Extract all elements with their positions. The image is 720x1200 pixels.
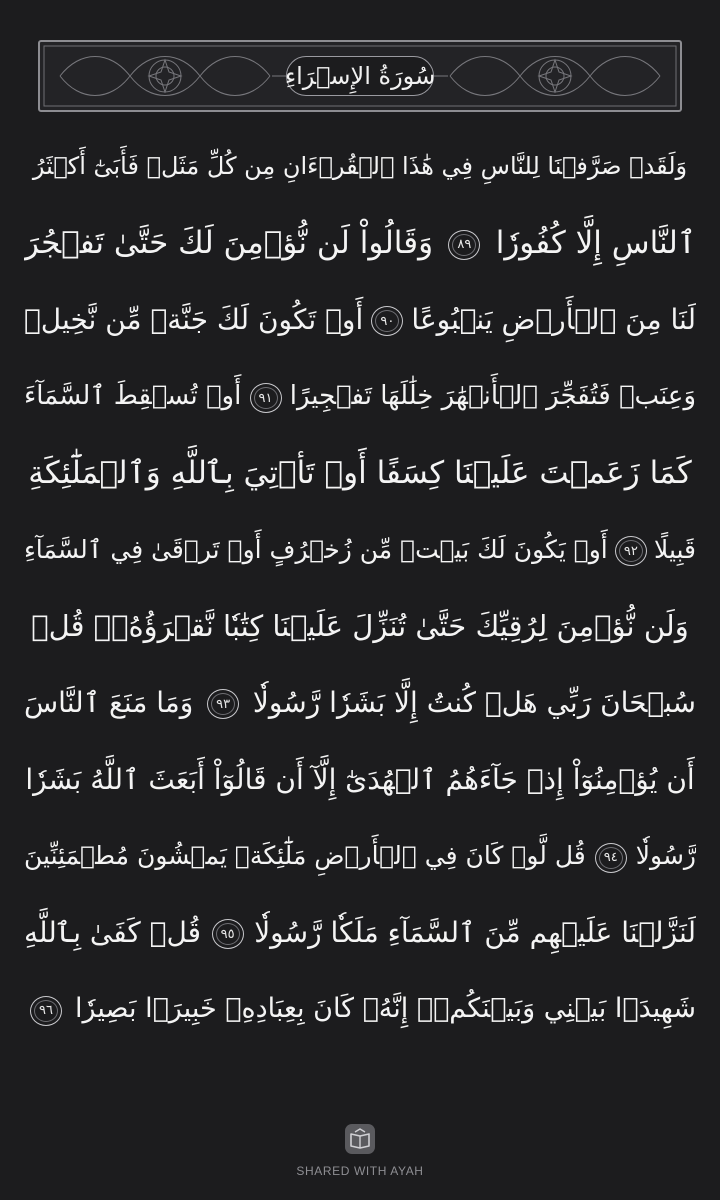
verse-line bbox=[24, 511, 696, 588]
verse-text: وَمَا مَنَعَ ٱلنَّاسَ bbox=[24, 685, 194, 719]
surah-name: سُورَةُ الإِسۡرَاءِ bbox=[284, 62, 436, 90]
verse-text: أَوۡ تَكُونَ لَكَ جَنَّةٞ مِّن نَّخِيلٖ bbox=[24, 302, 364, 336]
verse-text: سُبۡحَانَ رَبِّي هَلۡ كُنتُ إِلَّا بَشَرٗا رَّسُولٗا bbox=[252, 685, 696, 719]
verse-text: وَقَالُواْ لَن نُّؤۡمِنَ لَكَ حَتَّىٰ تَفۡجُرَ bbox=[24, 224, 434, 261]
verse-text: أَوۡ يَكُونَ لَكَ بَيۡتٞ مِّن زُخۡرُفٍ أَوۡ تَرۡقَىٰ فِي ٱلسَّمَآءِ bbox=[24, 534, 608, 564]
verse-text: لَنَا مِنَ ٱلۡأَرۡضِ يَنۢبُوعًا bbox=[411, 302, 696, 336]
verse-text: قُل لَّوۡ كَانَ فِي ٱلۡأَرۡضِ مَلَٰٓئِكَةٞ يَمۡشُونَ مُطۡمَئِنِّينَ bbox=[24, 841, 586, 871]
verse-text: وَلَقَدۡ صَرَّفۡنَا لِلنَّاسِ فِي هَٰذَا ٱلۡقُرۡءَانِ مِن كُلِّ مَثَلٖ فَأَبَىٰٓ أَكۡثَرُ bbox=[32, 152, 688, 181]
ayah-number-marker: ٩٦ bbox=[30, 996, 62, 1026]
verse-line bbox=[24, 434, 696, 511]
verse-line bbox=[24, 664, 696, 741]
verse-line bbox=[24, 588, 696, 665]
ayah-number-marker: ٩٣ bbox=[207, 689, 239, 719]
verse-line bbox=[24, 971, 696, 1048]
shared-with-ayah-label: SHARED WITH AYAH bbox=[296, 1164, 424, 1178]
verse-text: أَن يُؤۡمِنُوٓاْ إِذۡ جَآءَهُمُ ٱلۡهُدَىٰٓ إِلَّآ أَن قَالُوٓاْ أَبَعَثَ ٱللَّهُ بَشَرٗا bbox=[25, 762, 695, 796]
ayah-number-marker: ٨٩ bbox=[448, 230, 480, 260]
ayah-number-marker: ٩٥ bbox=[212, 919, 244, 949]
verse-text: وَلَن نُّؤۡمِنَ لِرُقِيِّكَ حَتَّىٰ تُنَزِّلَ عَلَيۡنَا كِتَٰبٗا نَّقۡرَؤُهُۥۗ قُلۡ bbox=[31, 608, 689, 643]
ayah-number-marker: ٩٠ bbox=[371, 306, 403, 336]
surah-header-banner bbox=[38, 40, 682, 112]
verse-text-block bbox=[24, 128, 696, 1128]
open-book-icon bbox=[345, 1124, 375, 1154]
footer-watermark bbox=[0, 1124, 720, 1188]
verse-line bbox=[24, 741, 696, 818]
verse-line bbox=[24, 894, 696, 971]
verse-line bbox=[24, 358, 696, 435]
verse-text: وَعِنَبٖ فَتُفَجِّرَ ٱلۡأَنۡهَٰرَ خِلَٰلَهَا تَفۡجِيرًا bbox=[289, 381, 696, 412]
verse-text: لَنَزَّلۡنَا عَلَيۡهِم مِّنَ ٱلسَّمَآءِ مَلَكٗا رَّسُولٗا bbox=[254, 915, 696, 949]
verse-text: كَمَا زَعَمۡتَ عَلَيۡنَا كِسَفًا أَوۡ تَأۡتِيَ بِٱللَّهِ وَٱلۡمَلَٰٓئِكَةِ bbox=[28, 454, 692, 491]
verse-text: شَهِيدَۢا بَيۡنِي وَبَيۡنَكُمۡۚ إِنَّهُۥ كَانَ بِعِبَادِهِۦ خَبِيرَۢا بَصِيرٗا bbox=[75, 993, 696, 1025]
verse-line bbox=[24, 281, 696, 358]
ayah-number-marker: ٩٢ bbox=[615, 536, 647, 566]
verse-line bbox=[24, 205, 696, 282]
ayah-number-marker: ٩٤ bbox=[595, 843, 627, 873]
verse-line bbox=[24, 817, 696, 894]
ayah-number-marker: ٩١ bbox=[250, 383, 282, 413]
verse-text: قَبِيلًا bbox=[654, 534, 696, 564]
surah-name-plate bbox=[286, 56, 434, 96]
verse-text: قُلۡ كَفَىٰ بِٱللَّهِ bbox=[24, 915, 202, 949]
verse-text: أَوۡ تُسۡقِطَ ٱلسَّمَآءَ bbox=[24, 381, 242, 412]
verse-line bbox=[24, 128, 696, 205]
verse-text: ٱلنَّاسِ إِلَّا كُفُورٗا bbox=[495, 224, 696, 261]
verse-text: رَّسُولٗا bbox=[635, 841, 696, 871]
